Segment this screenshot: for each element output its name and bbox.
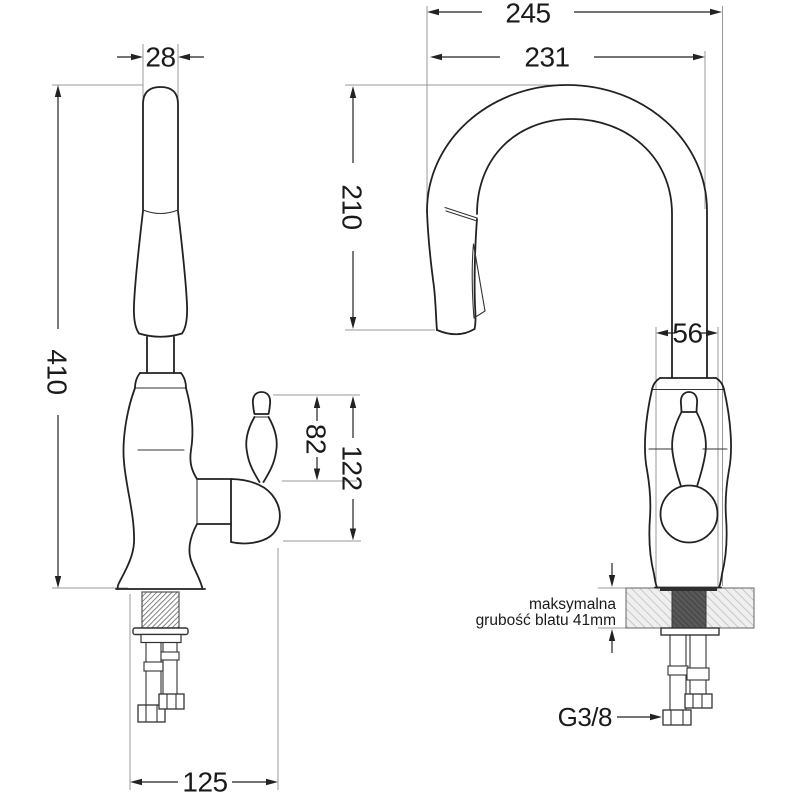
front-view	[116, 87, 280, 722]
front-view-hoses	[138, 643, 184, 723]
side-view-hoses	[663, 635, 712, 725]
thread-label: G3/8	[557, 702, 612, 732]
dimension-body-width	[656, 318, 718, 349]
dim-base-depth-label: 125	[182, 766, 228, 798]
extension-lines	[52, 6, 723, 790]
dimension-spout-height	[337, 86, 368, 329]
dimension-spout-width	[117, 42, 204, 73]
dim-total-height-label: 410	[41, 349, 73, 395]
thread-callout	[558, 702, 662, 732]
dim-spout-reach-label: 231	[524, 41, 570, 73]
dimension-handle-to-arm-top	[301, 396, 332, 481]
dimension-handle-to-arm-bottom	[337, 396, 368, 541]
dim-total-reach-label: 245	[505, 0, 551, 29]
dim-body-width-label: 56	[672, 317, 703, 349]
dimension-base-depth	[130, 767, 278, 798]
countertop-thickness-note	[476, 563, 617, 653]
countertop-section	[626, 588, 754, 628]
dim-handle-to-arm-top-label: 82	[300, 423, 332, 455]
dim-spout-width-label: 28	[145, 41, 176, 73]
dimension-spout-reach	[430, 42, 705, 73]
counter-note-line2: grubość blatu 41mm	[475, 612, 616, 629]
dimension-total-height	[42, 85, 73, 588]
counter-note-line1: maksymalna	[529, 596, 616, 613]
dim-handle-to-arm-bottom-label: 122	[336, 445, 368, 491]
dimension-total-reach	[427, 0, 722, 29]
dim-spout-height-label: 210	[336, 184, 368, 230]
